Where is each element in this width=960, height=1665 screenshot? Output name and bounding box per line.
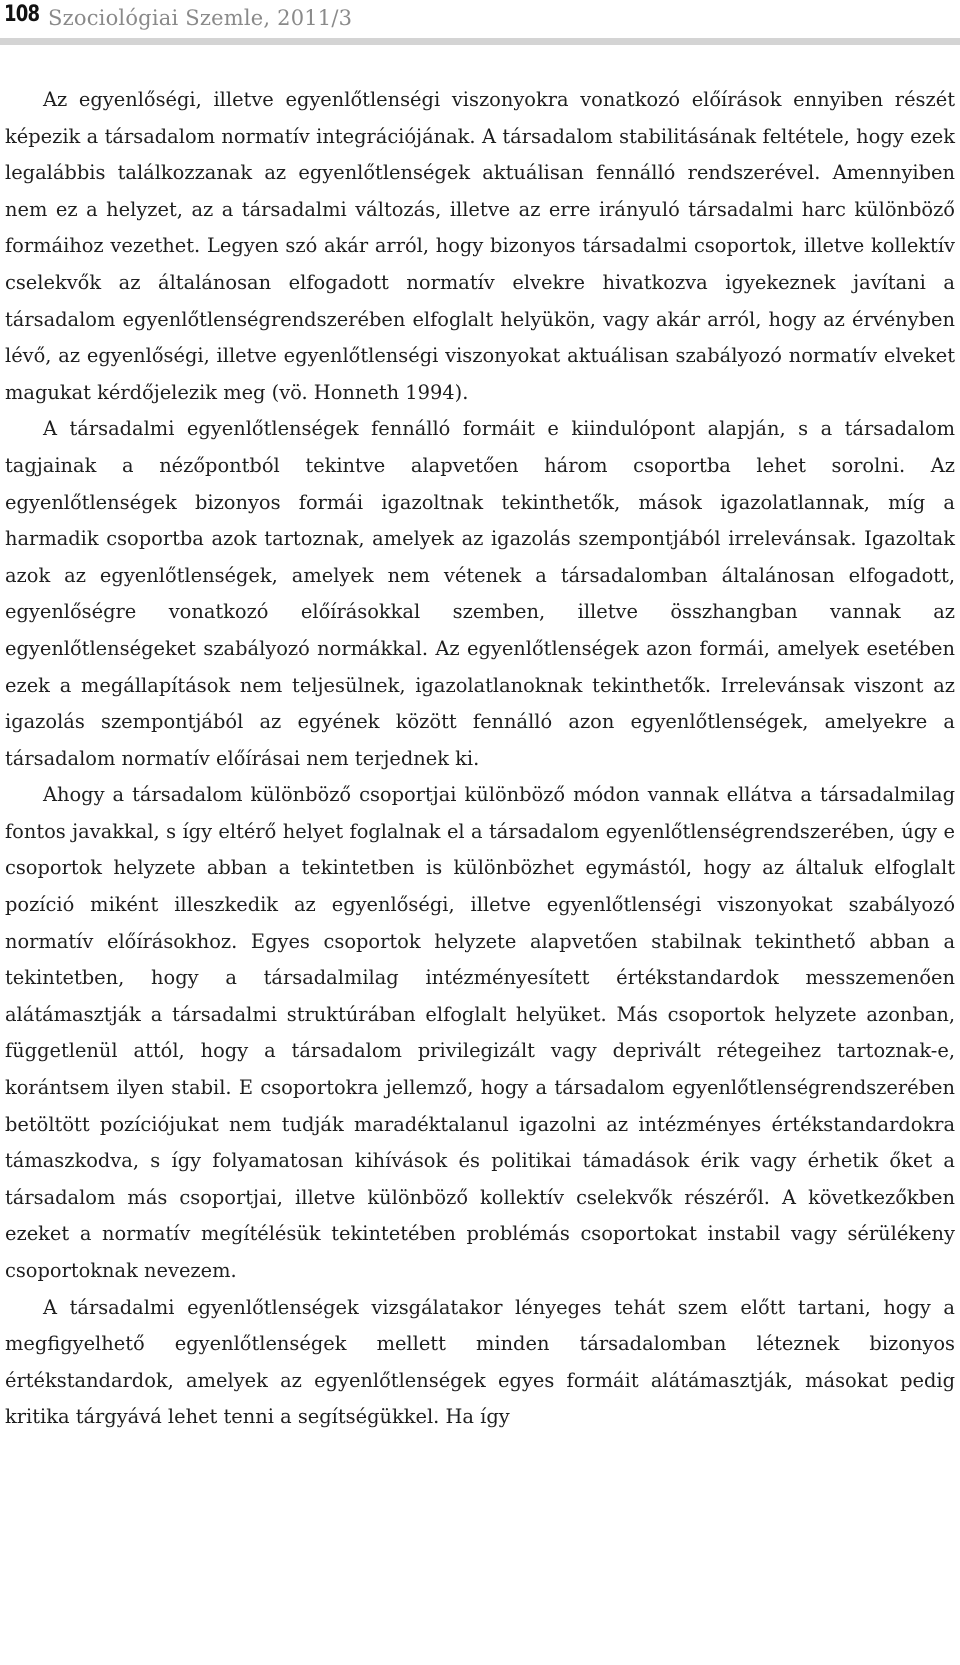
paragraph: Az egyenlőségi, illetve egyenlőtlenségi viszonyokra vonatkozó előírások ennyiben részét képezik a társadalom normatív integrációjának. A társadalom stabilitásának feltétele, hogy ezek legalábbis találkozzanak az egyenlőtlenségek aktuálisan fennálló rendszerével. Amennyiben nem ez a helyzet, az a társadalmi változás, illetve az erre irányuló társadalmi harc különböző formáihoz vezethet. Legyen szó akár arról, hogy bizonyos társadalmi csoportok, illetve kollektív cselekvők az általánosan elfogadott normatív elvekre hivatkozva igyekeznek javítani a társadalom egyenlőtlenségrendszerében elfoglalt helyükön, vagy akár arról, hogy az érvényben lévő, az egyenlőségi, illetve egyenlőtlenségi viszonyokat aktuálisan szabályozó normatív elveket magukat kérdőjelezik meg (vö. Honneth 1994). [5,88,955,404]
running-head [0,0,960,40]
paragraph: A társadalmi egyenlőtlenségek fennálló formáit e kiindulópont alapján, s a társadalom tagjainak a nézőpontból tekintve alapvetően három csoportba lehet sorolni. Az egyenlőtlenségek bizonyos formái igazoltnak tekinthetők, mások igazolatlannak, míg a harmadik csoportba azok tartoznak, amelyek az igazolás szempontjából irrelevánsak. Igazoltak azok az egyenlőtlenségek, amelyek nem vétenek a társadalomban általánosan elfogadott, egyenlőségre vonatkozó előírásokkal szemben, illetve összhangban vannak az egyenlőtlenségeket szabályozó normákkal. Az egyenlőtlenségek azon formái, amelyek esetében ezek a megállapítások nem teljesülnek, igazolatlanoknak tekinthetők. Irrelevánsak viszont az igazolás szempontjából az egyének között fennálló azon egyenlőtlenségek, amelyekre a társadalom normatív előírásai nem terjednek ki. [5,417,955,770]
header-rule [0,38,960,45]
journal-title: Szociológiai Szemle, 2011/3 [48,6,353,30]
page-number: 108 [4,2,40,27]
article-body [5,82,955,1436]
paragraph: A társadalmi egyenlőtlenségek vizsgálatakor lényeges tehát szem előtt tartani, hogy a megfigyelhető egyenlőtlenségek mellett minden társadalomban léteznek bizonyos értékstandardok, amelyek az egyenlőtlenségek egyes formáit alátámasztják, másokat pedig kritika tárgyává lehet tenni a segítségükkel. Ha így [5,1295,955,1429]
paragraph: Ahogy a társadalom különböző csoportjai különböző módon vannak ellátva a társadalmilag fontos javakkal, s így eltérő helyet foglalnak el a társadalom egyenlőtlenségrendszerében, úgy e csoportok helyzete abban a tekintetben is különbözhet egymástól, hogy az általuk elfoglalt pozíció miként illeszkedik az egyenlőségi, illetve egyenlőtlenségi viszonyokat szabályozó normatív előírásokhoz. Egyes csoportok helyzete alapvetően stabilnak tekinthető abban a tekintetben, hogy a társadalmilag intézményesített értékstandardok messzemenően alátámasztják a társadalmi struktúrában elfoglalt helyüket. Más csoportok helyzete azonban, függetlenül attól, hogy a társadalom privilegizált vagy deprivált rétegeihez tartoznak-e, korántsem ilyen stabil. E csoportokra jellemző, hogy a társadalom egyenlőtlenségrendszerében betöltött pozíciójukat nem tudják maradéktalanul igazolni az intézményes értékstandardokra támaszkodva, s így folyamatosan kihívások és politikai támadások érik vagy érhetik őket a társadalom más csoportjai, illetve különböző kollektív cselekvők részéről. A következőkben ezeket a normatív megítélésük tekintetében problémás csoportokat instabil vagy sérülékeny csoportoknak nevezem. [5,783,955,1282]
